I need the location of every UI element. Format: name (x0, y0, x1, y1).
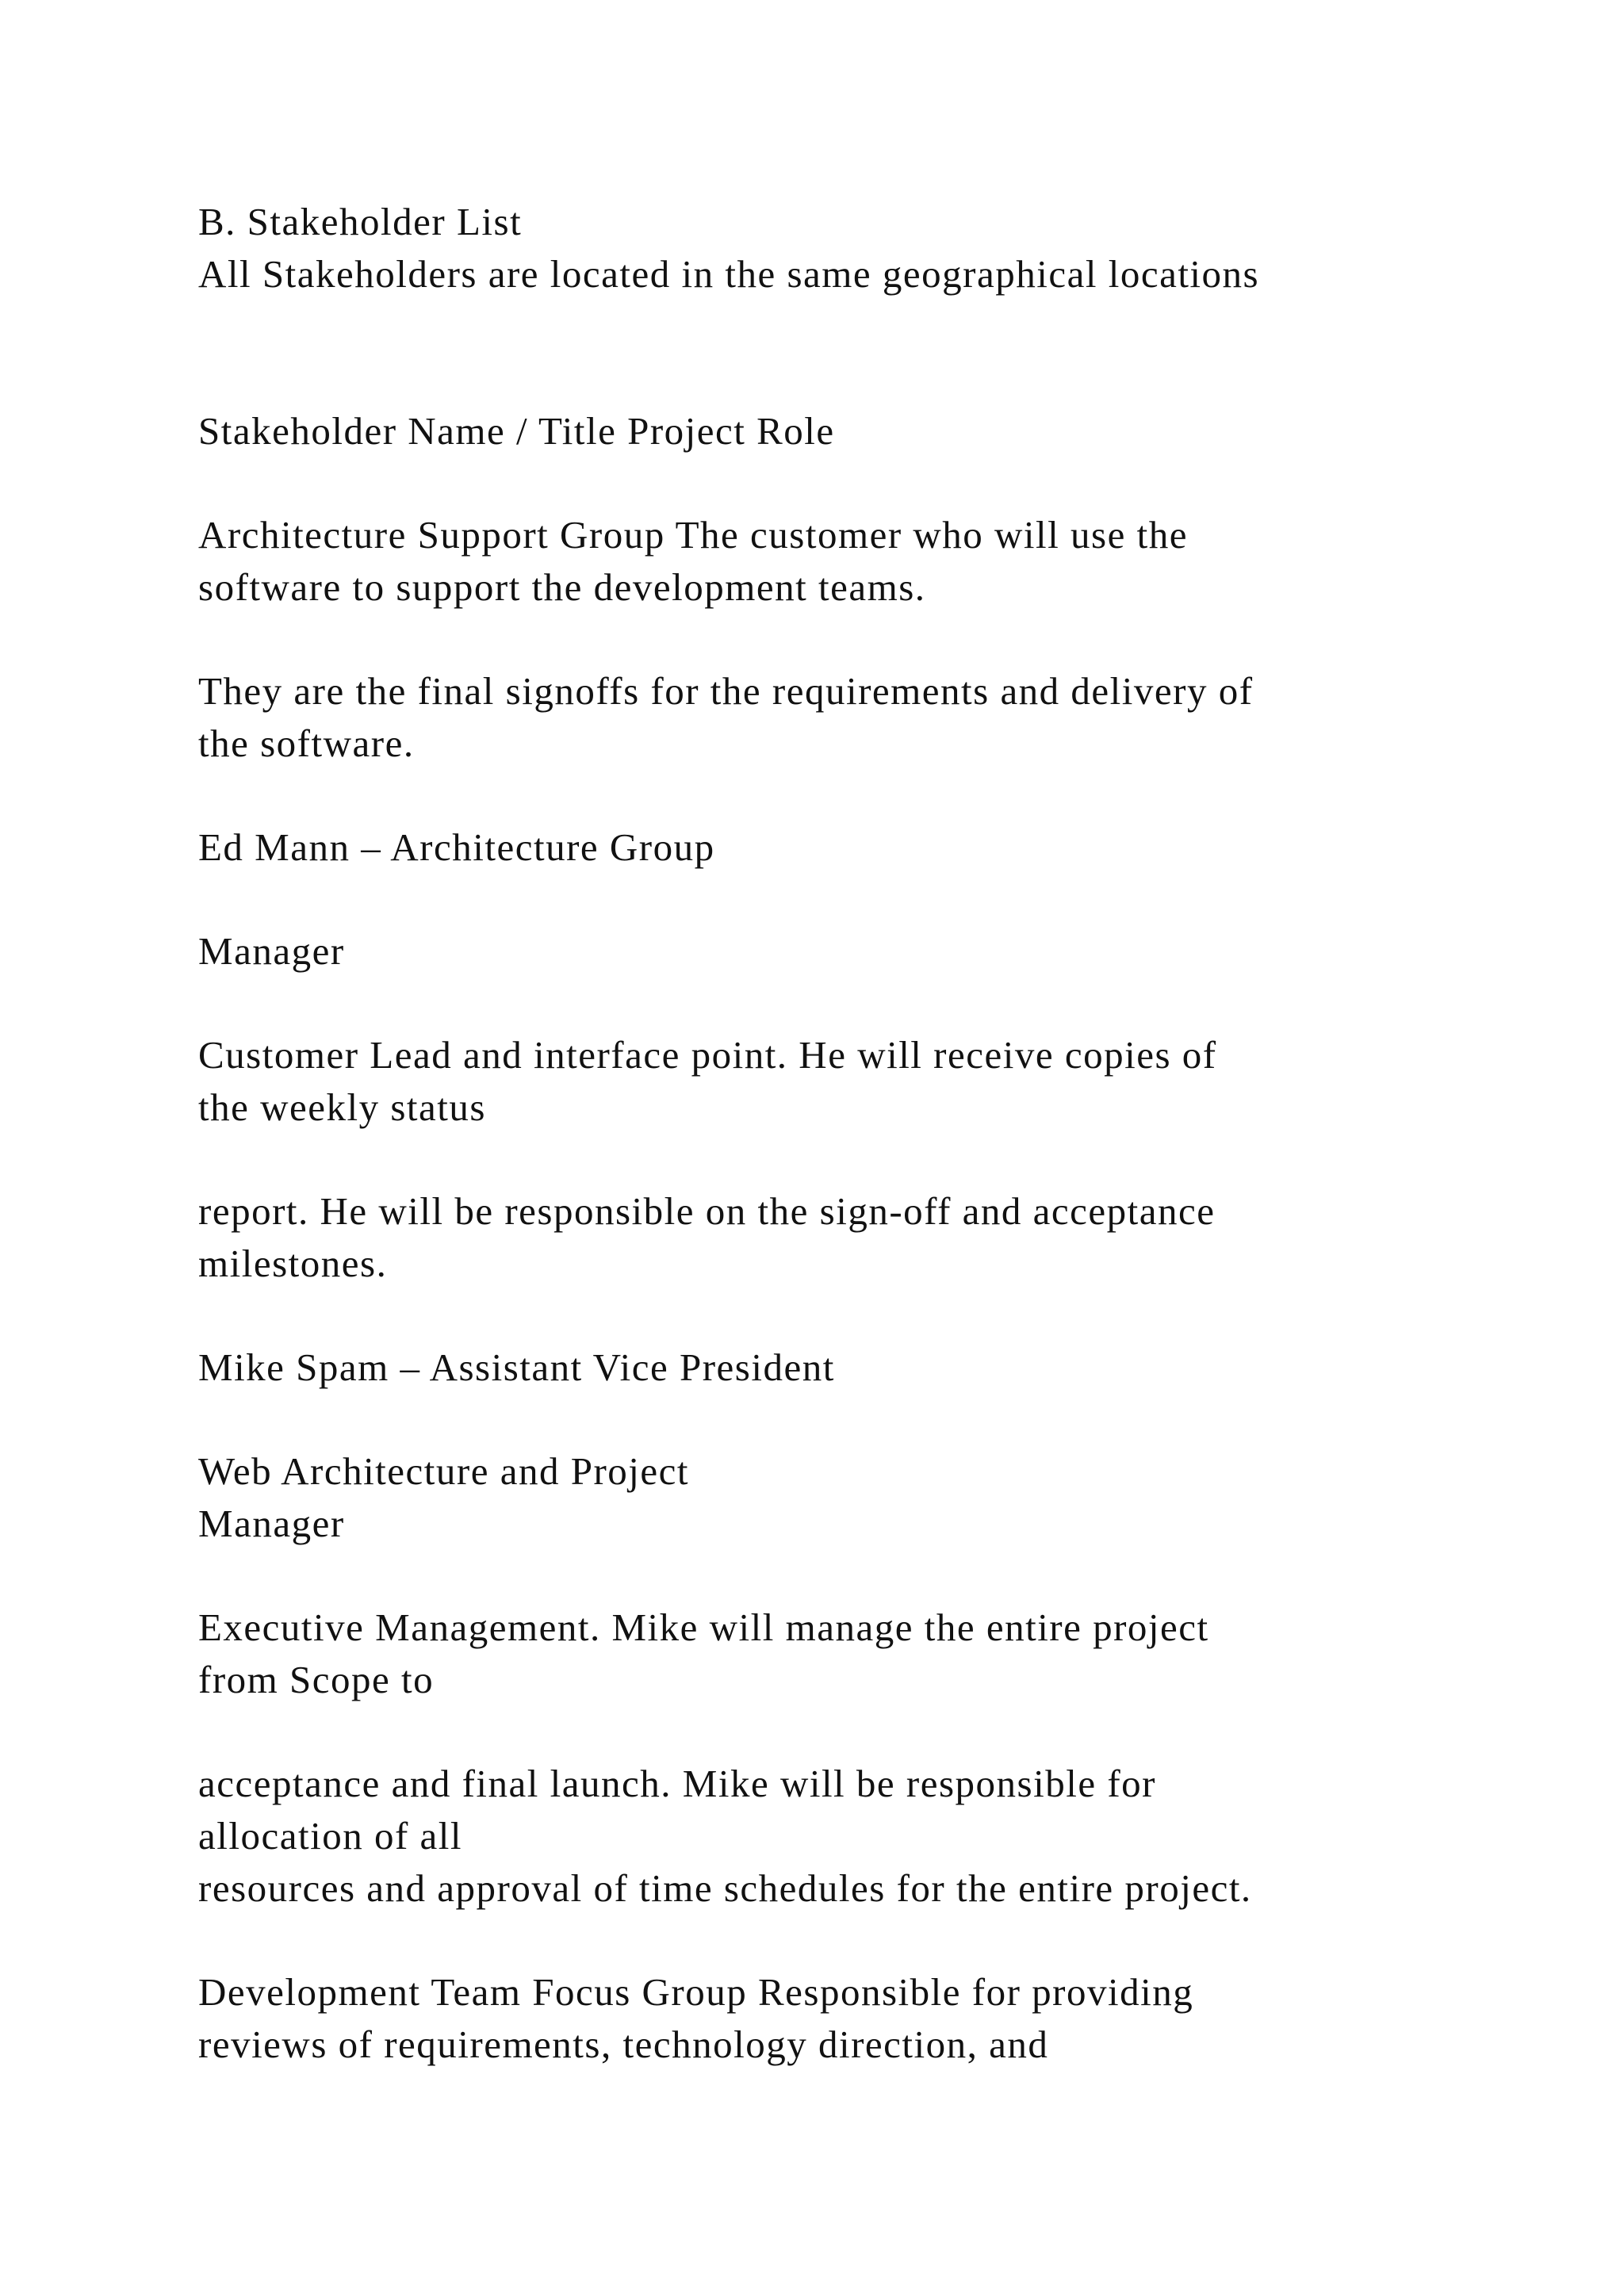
stakeholder-line: the weekly status (198, 1085, 486, 1129)
section-heading: B. Stakeholder List (198, 200, 523, 243)
stakeholder-line: report. He will be responsible on the sign-off and acceptance (198, 1189, 1216, 1233)
stakeholder-line: acceptance and final launch. Mike will be responsible for (198, 1762, 1156, 1805)
stakeholder-line: Manager (198, 1502, 345, 1545)
stakeholder-line: Ed Mann – Architecture Group (198, 825, 715, 869)
stakeholder-line: milestones. (198, 1242, 388, 1285)
stakeholder-line: allocation of all (198, 1814, 462, 1858)
stakeholder-line: from Scope to (198, 1658, 435, 1701)
stakeholder-line: Web Architecture and Project (198, 1449, 690, 1493)
stakeholder-line: Executive Management. Mike will manage the entire project (198, 1605, 1209, 1649)
intro-line: All Stakeholders are located in the same geographical locations (198, 252, 1260, 296)
stakeholder-line: the software. (198, 721, 415, 765)
stakeholder-line: software to support the development teams. (198, 565, 926, 609)
stakeholder-line: Customer Lead and interface point. He will receive copies of (198, 1033, 1217, 1077)
stakeholder-line: Architecture Support Group The customer who will use the (198, 513, 1188, 557)
stakeholder-line: They are the final signoffs for the requirements and delivery of (198, 669, 1254, 713)
stakeholder-line: Manager (198, 929, 345, 973)
stakeholder-line: Development Team Focus Group Responsible for providing (198, 1970, 1194, 2014)
stakeholder-line: resources and approval of time schedules for the entire project. (198, 1866, 1252, 1910)
stakeholder-line: reviews of requirements, technology direction, and (198, 2022, 1049, 2066)
stakeholder-line: Mike Spam – Assistant Vice President (198, 1345, 835, 1389)
table-header: Stakeholder Name / Title Project Role (198, 409, 835, 453)
